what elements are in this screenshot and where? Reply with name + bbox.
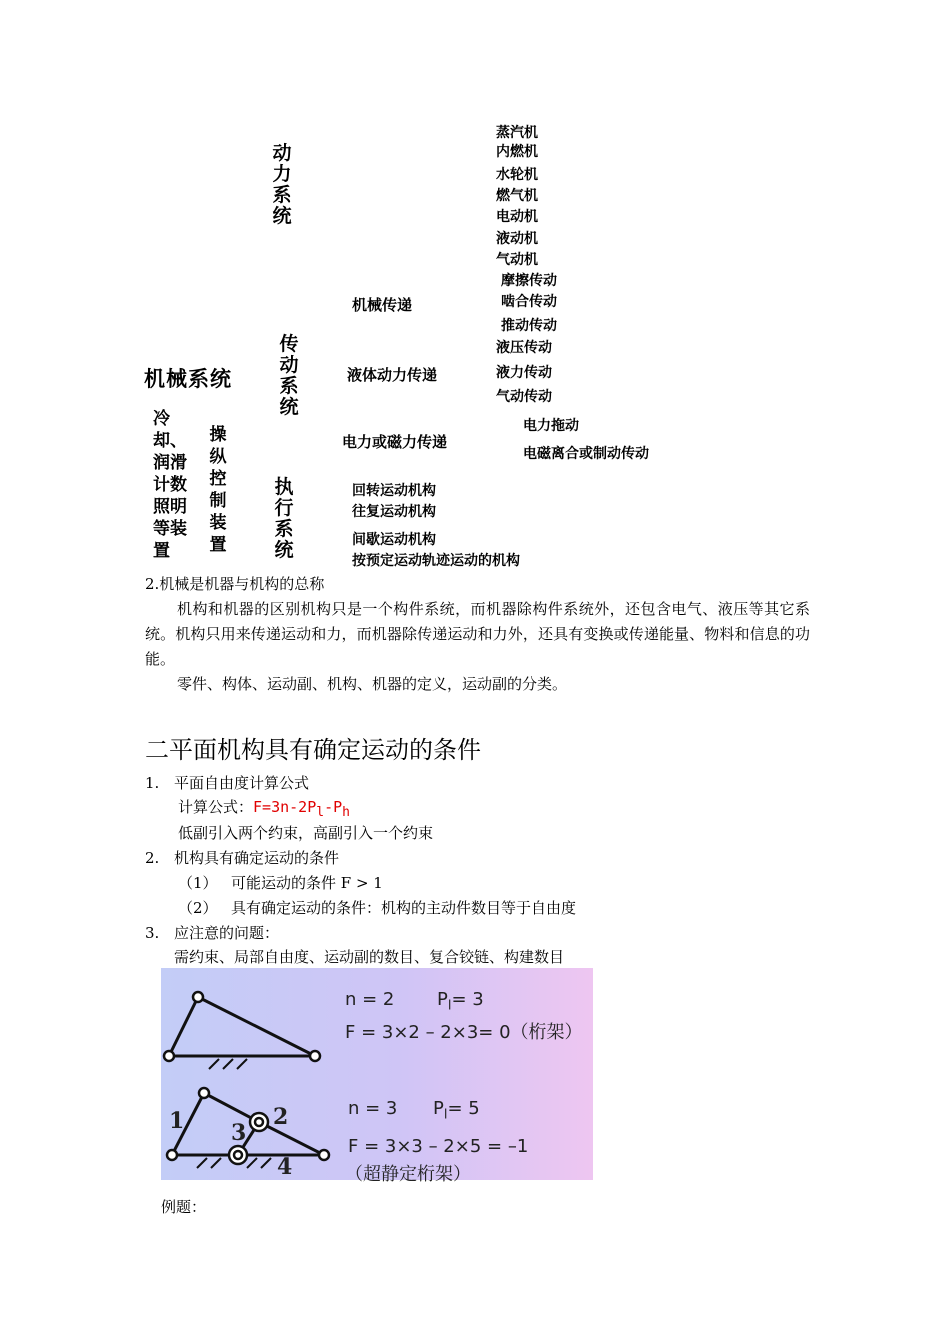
link-label-3: 3: [231, 1120, 247, 1146]
power-system-label: 动力系统: [272, 142, 292, 227]
mechanical-item: 啮合传动: [501, 294, 557, 310]
power-item: 燃气机: [496, 188, 538, 204]
top-p-value: $P_l= 3$: [437, 989, 484, 1014]
mechanical-item: 摩擦传动: [501, 273, 557, 289]
mechanical-transmission: 机械传递: [352, 296, 413, 314]
electric-transmission: 电力或磁力传递: [342, 433, 448, 451]
link-label-2: 2: [273, 1104, 289, 1130]
execution-item: 按预定运动轨迹运动的机构: [352, 553, 520, 569]
list-item-2-number: 2.: [145, 849, 160, 867]
execution-item: 间歇运动机构: [352, 532, 436, 548]
sub-item-1: 可能运动的条件 F > 1: [231, 874, 383, 892]
electric-item: 电磁离合或制动传动: [523, 446, 649, 462]
power-item: 内燃机: [496, 144, 538, 160]
sub-item-2-number: （2）: [178, 899, 218, 917]
bottom-note: （超静定桁架）: [345, 1164, 471, 1185]
power-item: 蒸汽机: [496, 125, 538, 141]
list-item-3-number: 3.: [145, 924, 160, 942]
execution-item: 往复运动机构: [352, 504, 436, 520]
mechanical-item: 推动传动: [501, 318, 557, 334]
electric-item: 电力拖动: [523, 418, 579, 434]
power-item: 液动机: [496, 231, 538, 247]
dof-formula: $F=3n-2P_l-P_h$: [253, 798, 350, 820]
fluid-transmission: 液体动力传递: [347, 366, 438, 384]
fluid-item: 液力传动: [496, 365, 552, 381]
transmission-system-label: 传动系统: [279, 333, 299, 418]
power-item: 水轮机: [496, 167, 538, 183]
formula-label: 计算公式：: [178, 798, 254, 816]
power-item: 气动机: [496, 252, 538, 268]
point-2-text: 2.机械是机器与机构的总称: [145, 575, 325, 593]
fluid-item: 液压传动: [496, 340, 552, 356]
section-heading: 二平面机构具有确定运动的条件: [145, 736, 481, 764]
list-item-3-detail: 需约束、局部自由度、运动副的数目、复合铰链、构建数目: [174, 948, 565, 966]
execution-item: 回转运动机构: [352, 483, 436, 499]
control-device-label: 操纵控制装置: [209, 425, 227, 555]
list-item-1: 平面自由度计算公式: [174, 774, 310, 792]
fluid-item: 气动传动: [496, 389, 552, 405]
list-item-2: 机构具有确定运动的条件: [174, 849, 340, 867]
list-item-1-number: 1.: [145, 774, 160, 792]
top-n-value: n = 2: [345, 989, 395, 1010]
sub-item-1-number: （1）: [178, 874, 218, 892]
paragraph-definitions: 零件、构体、运动副、机构、机器的定义，运动副的分类。: [177, 675, 568, 693]
machine-system-label: 机械系统: [144, 367, 232, 391]
list-item-3: 应注意的问题：: [174, 924, 280, 942]
sub-item-2: 具有确定运动的条件：机构的主动件数目等于自由度: [231, 899, 577, 917]
bottom-p-value: $P_l= 5$: [433, 1098, 480, 1123]
truss-example-figure: [161, 968, 593, 1185]
paragraph-machine-vs-mechanism: 机构和机器的区别机构只是一个构件系统，而机器除构件系统外，还包含电气、液压等其它系统。机构只用来传递运动和力，而机器除传递运动和力外，还具有变换或传递能量、物料和信息的功能。: [145, 600, 810, 668]
link-label-4: 4: [277, 1154, 293, 1180]
cooling-lubrication-label: 冷却、润滑计数照明等装置: [153, 409, 187, 561]
bottom-formula: F = 3×3 – 2×5 = –1: [348, 1136, 529, 1157]
power-item: 电动机: [496, 209, 538, 225]
example-label: 例题：: [161, 1198, 207, 1216]
link-label-1: 1: [169, 1108, 185, 1134]
bottom-n-value: n = 3: [348, 1098, 398, 1119]
top-formula: F = 3×2 – 2×3= 0（桁架）: [345, 1022, 583, 1043]
execution-system-label: 执行系统: [274, 476, 294, 561]
constraint-note: 低副引入两个约束，高副引入一个约束: [178, 824, 434, 842]
